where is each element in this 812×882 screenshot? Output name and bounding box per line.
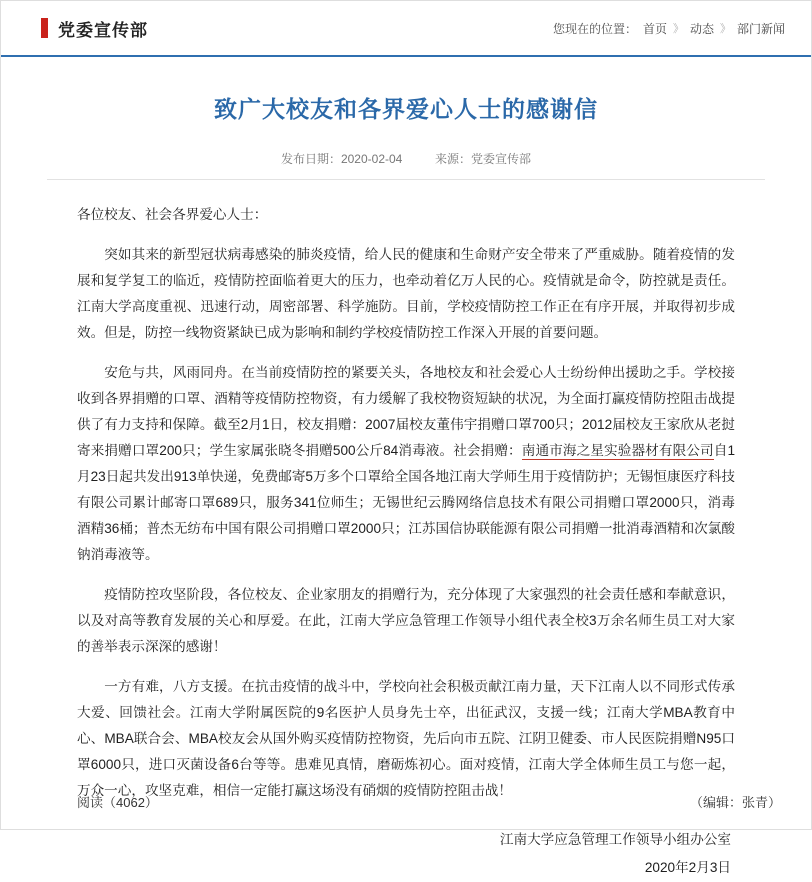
breadcrumb-item-news[interactable]: 动态	[689, 21, 714, 36]
editor-credit: （编辑：张青）	[689, 795, 781, 810]
red-bar-icon	[41, 18, 48, 38]
breadcrumb-item-department-news[interactable]: 部门新闻	[736, 21, 785, 36]
department-brand	[41, 16, 148, 41]
breadcrumb	[553, 20, 797, 37]
donation-details: 自1月23日起共发出913单快递，免费邮寄5万多个口罩给全国各地江南大学师生用于疫情防护；无锡恒康医疗科技有限公司累计邮寄口罩689只，服务341位师生；无锡世纪云腾网络信息技术有限公司捐赠口罩2000只，消毒酒精36桶；普杰无纺布中国有限公司捐赠口罩2000只；江苏国信协联能源有限公司捐赠一批消毒酒精和次氯酸钠消毒液等。	[77, 443, 736, 562]
publish-date-label: 发布日期：	[280, 152, 341, 166]
site-header	[1, 1, 811, 57]
signature-org: 江南大学应急管理工作领导小组办公室	[499, 832, 731, 847]
article-meta	[47, 150, 765, 180]
source-label: 来源：	[435, 152, 472, 166]
article	[1, 57, 811, 882]
paragraph-3: 疫情防控攻坚阶段，各位校友、企业家朋友的捐赠行为，充分体现了大家强烈的社会责任感和奉献意识，以及对高等教育发展的关心和厚爱。在此，江南大学应急管理工作领导小组代表全校3万余名师生员工对大家的善举表示深深的感谢！	[77, 587, 735, 654]
paragraph-2	[77, 360, 735, 568]
breadcrumb-separator-icon: 》	[672, 23, 684, 35]
paragraph-4: 一方有难，八方支援。在抗击疫情的战斗中，学校向社会积极贡献江南力量，天下江南人以不同形式传承大爱、回馈社会。江南大学附属医院的9名医护人员身先士卒，出征武汉，支援一线；江南大学MBA教育中心、MBA联合会、MBA校友会从国外购买疫情防控物资，先后向市五院、江阴卫健委、市人民医院捐赠N95口罩6000只，进口灭菌设备6台等等。患难见真情，磨砺炼初心。面对疫情，江南大学全体师生员工与您一起，万众一心，攻坚克难，相信一定能打赢这场没有硝烟的疫情防控阻击战！	[77, 679, 735, 798]
page-title: 致广大校友和各界爱心人士的感谢信	[214, 96, 598, 122]
paragraph-1: 突如其来的新型冠状病毒感染的肺炎疫情，给人民的健康和生命财产安全带来了严重威胁。随着疫情的发展和复学复工的临近，疫情防控面临着更大的压力，也牵动着亿万人民的心。疫情就是命令，防控就是责任。江南大学高度重视、迅速行动，周密部署、科学施防。目前，学校疫情防控工作正在有序开展，并取得初步成效。但是，防控一线物资紧缺已成为影响和制约学校疫情防控工作深入开展的首要问题。	[77, 247, 735, 340]
signature-block	[77, 826, 731, 882]
publish-date-value: 2020-02-04	[340, 152, 403, 166]
paragraph-2-text: 安危与共，风雨同舟。在当前疫情防控的紧要关头，各地校友和社会爱心人士纷纷伸出援助之手。学校接收到各界捐赠的口罩、酒精等疫情防控物资，有力缓解了我校物资短缺的状况，为全面打赢疫情防控阻击战提供了有力支持和保障。截至2月1日，校友捐赠：2007届校友董伟宇捐赠口罩700只；2012届校友王家欣从老挝寄来捐赠口罩200只；学生家属张晓冬捐赠500公斤84消毒液。社会捐赠：	[77, 365, 735, 458]
department-title: 党委宣传部	[58, 20, 148, 40]
breadcrumb-label: 您现在的位置：	[552, 21, 637, 36]
donation-company-highlight: 南通市海之星实验器材有限公司	[521, 443, 714, 458]
breadcrumb-item-home[interactable]: 首页	[642, 21, 667, 36]
salutation: 各位校友、社会各界爱心人士：	[77, 207, 268, 222]
article-footer	[1, 773, 811, 829]
breadcrumb-separator-icon: 》	[719, 23, 731, 35]
read-count: 阅读（4062）	[77, 795, 158, 810]
signature-date: 2020年2月3日	[644, 860, 731, 875]
source-value: 党委宣传部	[471, 152, 532, 166]
